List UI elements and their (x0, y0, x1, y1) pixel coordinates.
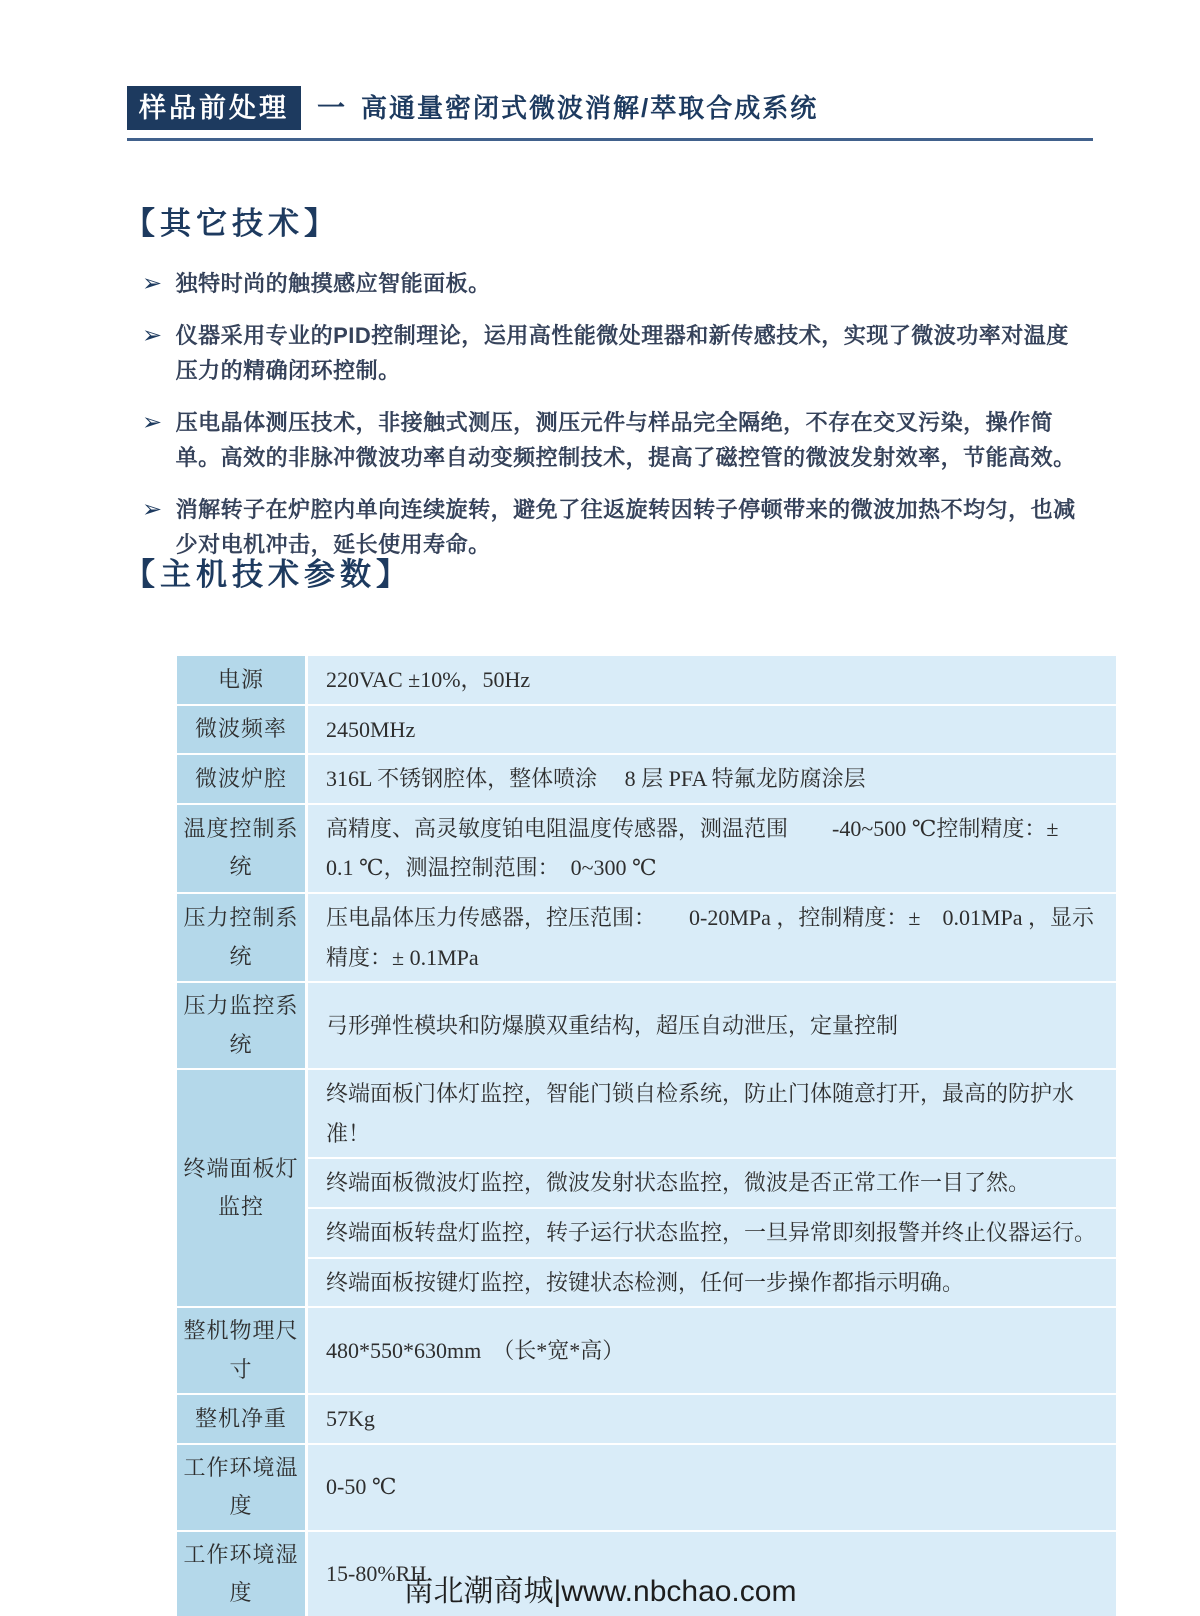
spec-value: 316L 不锈钢腔体，整体喷涂 8 层 PFA 特氟龙防腐涂层 (307, 754, 1117, 804)
table-row (177, 893, 1116, 982)
document-title: 高通量密闭式微波消解/萃取合成系统 (361, 92, 819, 123)
spec-label: 工作环境湿度 (177, 1531, 307, 1616)
bullet-item (142, 266, 1077, 301)
table-row (177, 804, 1116, 893)
arrow-bullet-icon: ➢ (142, 322, 163, 349)
spec-value: 终端面板微波灯监控，微波发射状态监控，微波是否正常工作一目了然。 (307, 1158, 1117, 1208)
spec-label: 整机物理尺寸 (177, 1307, 307, 1394)
spec-label: 微波频率 (177, 705, 307, 755)
spec-label: 微波炉腔 (177, 754, 307, 804)
bullet-text: 独特时尚的触摸感应智能面板。 (175, 271, 491, 296)
section-heading-other-tech: 【其它技术】 (124, 206, 340, 241)
table-row (177, 1208, 1116, 1258)
table-row (177, 1158, 1116, 1208)
spec-value: 2450MHz (307, 705, 1117, 755)
bullet-text: 消解转子在炉腔内单向连续旋转，避免了往返旋转因转子停顿带来的微波加热不均匀，也减少对电机冲击，延长使用寿命。 (175, 497, 1076, 557)
spec-value: 480*550*630mm （长*宽*高） (307, 1307, 1117, 1394)
spec-value: 高精度、高灵敏度铂电阻温度传感器，测温范围 -40~500 ℃控制精度：± 0.1 ℃，测温控制范围： 0~300 ℃ (307, 804, 1117, 893)
spec-value: 终端面板门体灯监控，智能门锁自检系统，防止门体随意打开，最高的防护水准！ (307, 1069, 1117, 1158)
table-row (177, 705, 1116, 755)
table-row (177, 1307, 1116, 1394)
spec-label: 压力监控系统 (177, 982, 307, 1069)
spec-label: 整机净重 (177, 1394, 307, 1444)
spec-label: 终端面板灯监控 (177, 1069, 307, 1307)
spec-label: 电源 (177, 656, 307, 705)
spec-value: 57Kg (307, 1394, 1117, 1444)
spec-value: 终端面板按键灯监控，按键状态检测，任何一步操作都指示明确。 (307, 1258, 1117, 1308)
bullet-item (142, 405, 1077, 475)
arrow-bullet-icon: ➢ (142, 270, 163, 297)
brand-header (127, 86, 1093, 141)
table-row (177, 754, 1116, 804)
arrow-bullet-icon: ➢ (142, 409, 163, 436)
table-row (177, 1069, 1116, 1158)
table-row (177, 1258, 1116, 1308)
spec-value: 15-80%RH (307, 1531, 1117, 1616)
table-row (177, 1444, 1116, 1531)
table-row (177, 982, 1116, 1069)
bullet-text: 压电晶体测压技术，非接触式测压，测压元件与样品完全隔绝，不存在交叉污染，操作简单。高效的非脉冲微波功率自动变频控制技术，提高了磁控管的微波发射效率，节能高效。 (175, 410, 1076, 470)
category-badge: 样品前处理 (127, 86, 301, 130)
arrow-bullet-icon: ➢ (142, 496, 163, 523)
table-row (177, 1394, 1116, 1444)
spec-label: 压力控制系统 (177, 893, 307, 982)
spec-value: 0-50 ℃ (307, 1444, 1117, 1531)
other-tech-bullet-list (142, 266, 1077, 579)
table-row (177, 656, 1116, 705)
header-dash: 一 (317, 92, 346, 124)
spec-value: 终端面板转盘灯监控，转子运行状态监控，一旦异常即刻报警并终止仪器运行。 (307, 1208, 1117, 1258)
spec-value: 压电晶体压力传感器，控压范围： 0-20MPa ，控制精度：± 0.01MPa ，显示精度：± 0.1MPa (307, 893, 1117, 982)
spec-table (177, 656, 1116, 1616)
bullet-text: 仪器采用专业的PID控制理论，运用高性能微处理器和新传感技术，实现了微波功率对温度压力的精确闭环控制。 (175, 323, 1069, 383)
spec-value: 弓形弹性模块和防爆膜双重结构，超压自动泄压，定量控制 (307, 982, 1117, 1069)
spec-value: 220VAC ±10%，50Hz (307, 656, 1117, 705)
bullet-item (142, 318, 1077, 388)
footer-site-credit: 南北潮商城|www.nbchao.com (403, 1575, 797, 1608)
spec-label: 温度控制系统 (177, 804, 307, 893)
spec-label: 工作环境温度 (177, 1444, 307, 1531)
section-heading-main-params: 【主机技术参数】 (124, 557, 412, 592)
